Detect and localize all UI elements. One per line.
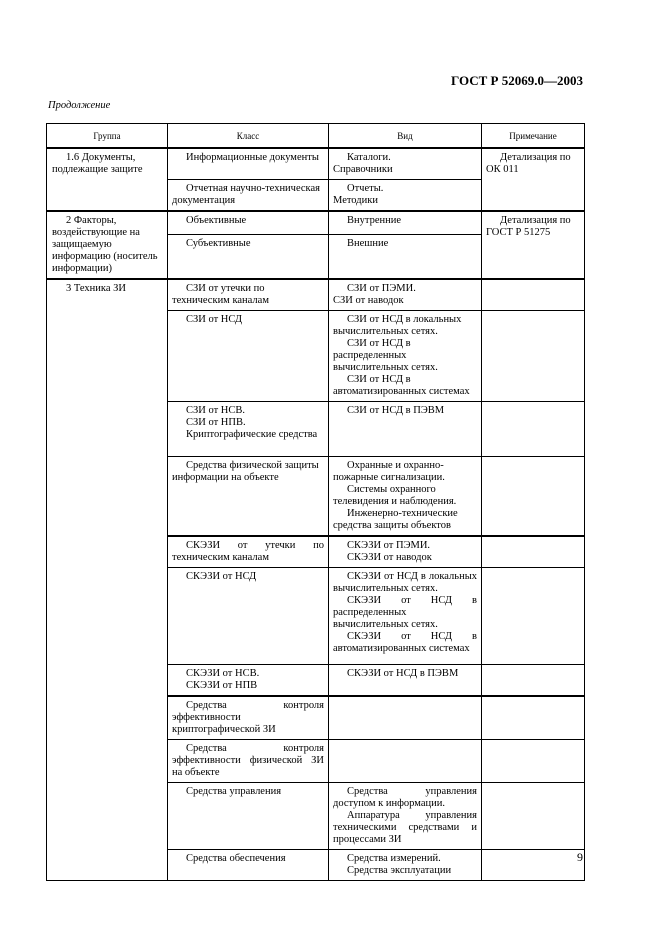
kind-cell bbox=[329, 536, 482, 568]
class-cell bbox=[168, 402, 329, 457]
page-number: 9 bbox=[577, 850, 583, 864]
kind-label: СЗИ от НСД в автоматизированных системах bbox=[333, 374, 470, 397]
note-cell bbox=[482, 696, 585, 740]
kind-cell bbox=[329, 234, 482, 279]
kind-label: СЗИ от наводок bbox=[333, 295, 404, 306]
kind-label: Внутренние bbox=[347, 215, 402, 226]
group-label: 1.6 Документы, подлежащие защите bbox=[52, 152, 143, 175]
kind-label: Системы охранного телевидения и наблюдения. bbox=[333, 484, 457, 507]
class-cell bbox=[168, 279, 329, 311]
kind-label: СЗИ от НСД в локальных вычислительных сетях. bbox=[333, 314, 462, 337]
kind-label: СКЭЗИ от НСД в автоматизированных системах bbox=[333, 631, 477, 654]
kind-label: Методики bbox=[333, 195, 378, 206]
class-cell bbox=[168, 740, 329, 783]
kind-cell bbox=[329, 783, 482, 850]
kind-label: СКЭЗИ от ПЭМИ. bbox=[347, 540, 431, 551]
kind-label: СКЭЗИ от НСД в локальных вычислительных сетях. bbox=[333, 571, 477, 594]
note-cell bbox=[482, 311, 585, 402]
kind-cell bbox=[329, 740, 482, 783]
kind-label: Средства эксплуатации bbox=[347, 865, 452, 876]
kind-cell bbox=[329, 148, 482, 180]
kind-label: Средства управления доступом к информации. bbox=[333, 786, 477, 809]
note-cell bbox=[482, 783, 585, 850]
class-cell bbox=[168, 180, 329, 212]
note-cell bbox=[482, 665, 585, 697]
kind-cell bbox=[329, 211, 482, 234]
kind-label: Внешние bbox=[347, 237, 389, 249]
class-label: СКЭЗИ от НСВ. bbox=[186, 668, 260, 679]
class-label: СЗИ от НСД bbox=[186, 314, 243, 325]
note-cell bbox=[482, 457, 585, 537]
classification-table bbox=[46, 123, 585, 881]
note-cell bbox=[482, 279, 585, 311]
kind-label: СЗИ от НСД в ПЭВМ bbox=[347, 405, 445, 416]
class-label: Средства управления bbox=[186, 786, 282, 797]
kind-label: СКЭЗИ от НСД в ПЭВМ bbox=[347, 668, 459, 679]
kind-label: СЗИ от НСД в распределенных вычислительных сетях. bbox=[333, 338, 438, 373]
kind-cell bbox=[329, 568, 482, 665]
column-header-group: Группа bbox=[47, 124, 168, 149]
table-header-row bbox=[47, 124, 585, 149]
table-row bbox=[47, 211, 585, 234]
class-cell bbox=[168, 665, 329, 697]
group-cell bbox=[47, 211, 168, 279]
class-cell bbox=[168, 311, 329, 402]
kind-cell bbox=[329, 311, 482, 402]
column-header-kind: Вид bbox=[329, 124, 482, 149]
class-label: Средства контроля эффективности физической ЗИ на объекте bbox=[172, 743, 324, 778]
table-row bbox=[47, 279, 585, 311]
kind-label: Аппаратура управления техническими средствами и процессами ЗИ bbox=[333, 810, 477, 845]
kind-cell bbox=[329, 279, 482, 311]
class-label: Отчетная научно-техническая документация bbox=[172, 183, 320, 206]
kind-label: Отчеты. bbox=[347, 183, 384, 194]
kind-label: Каталоги. bbox=[347, 152, 391, 163]
kind-cell bbox=[329, 850, 482, 881]
kind-label: Справочники bbox=[333, 164, 393, 175]
kind-label: Охранные и охранно-пожарные сигнализации. bbox=[333, 460, 445, 483]
group-label: 2 Факторы, воздействующие на защищаемую информацию (носитель информации) bbox=[52, 215, 158, 274]
class-label: Информационные документы bbox=[186, 152, 319, 163]
class-cell bbox=[168, 457, 329, 537]
note-cell bbox=[482, 568, 585, 665]
note-cell bbox=[482, 148, 585, 211]
class-label: СКЭЗИ от НПВ bbox=[186, 680, 258, 691]
class-label: СЗИ от НСВ. bbox=[186, 405, 246, 416]
kind-label: СЗИ от ПЭМИ. bbox=[347, 283, 416, 294]
class-label: СКЭЗИ от утечки по техническим каналам bbox=[172, 540, 324, 563]
document-standard-number: ГОСТ Р 52069.0—2003 bbox=[451, 73, 583, 88]
kind-cell bbox=[329, 180, 482, 212]
kind-cell bbox=[329, 457, 482, 537]
note-cell bbox=[482, 740, 585, 783]
class-label: Средства обеспечения bbox=[186, 853, 286, 864]
class-cell bbox=[168, 211, 329, 234]
kind-label: Инженерно-технические средства защиты объектов bbox=[333, 508, 458, 531]
note-cell bbox=[482, 536, 585, 568]
kind-cell bbox=[329, 665, 482, 697]
class-cell bbox=[168, 234, 329, 279]
kind-label: СКЭЗИ от НСД в распределенных вычислительных сетях. bbox=[333, 595, 477, 630]
class-label: Объективные bbox=[186, 215, 247, 226]
column-header-note: Примечание bbox=[482, 124, 585, 149]
class-cell bbox=[168, 148, 329, 180]
class-label: Субъективные bbox=[186, 237, 251, 249]
class-label: Средства физической защиты информации на объекте bbox=[172, 460, 319, 483]
class-cell bbox=[168, 696, 329, 740]
group-cell bbox=[47, 148, 168, 211]
kind-label: СКЭЗИ от наводок bbox=[347, 552, 432, 563]
class-cell bbox=[168, 783, 329, 850]
note-label: Детализация по ГОСТ Р 51275 bbox=[486, 215, 571, 238]
group-cell bbox=[47, 279, 168, 881]
class-label: Средства контроля эффективности криптографической ЗИ bbox=[172, 700, 324, 735]
kind-cell bbox=[329, 696, 482, 740]
class-label: Криптографические средства bbox=[186, 429, 318, 440]
class-label: СКЭЗИ от НСД bbox=[186, 571, 257, 582]
column-header-class: Класс bbox=[168, 124, 329, 149]
class-cell bbox=[168, 536, 329, 568]
group-label: 3 Техника ЗИ bbox=[66, 283, 126, 294]
continuation-label: Продолжение bbox=[48, 100, 111, 111]
note-cell bbox=[482, 211, 585, 279]
table-row bbox=[47, 148, 585, 180]
class-cell bbox=[168, 850, 329, 881]
class-label: СЗИ от утечки по техническим каналам bbox=[172, 283, 269, 306]
note-label: Детализация по ОК 011 bbox=[486, 152, 571, 175]
class-cell bbox=[168, 568, 329, 665]
note-cell bbox=[482, 402, 585, 457]
kind-label: Средства измерений. bbox=[347, 853, 441, 864]
class-label: СЗИ от НПВ. bbox=[186, 417, 246, 428]
kind-cell bbox=[329, 402, 482, 457]
